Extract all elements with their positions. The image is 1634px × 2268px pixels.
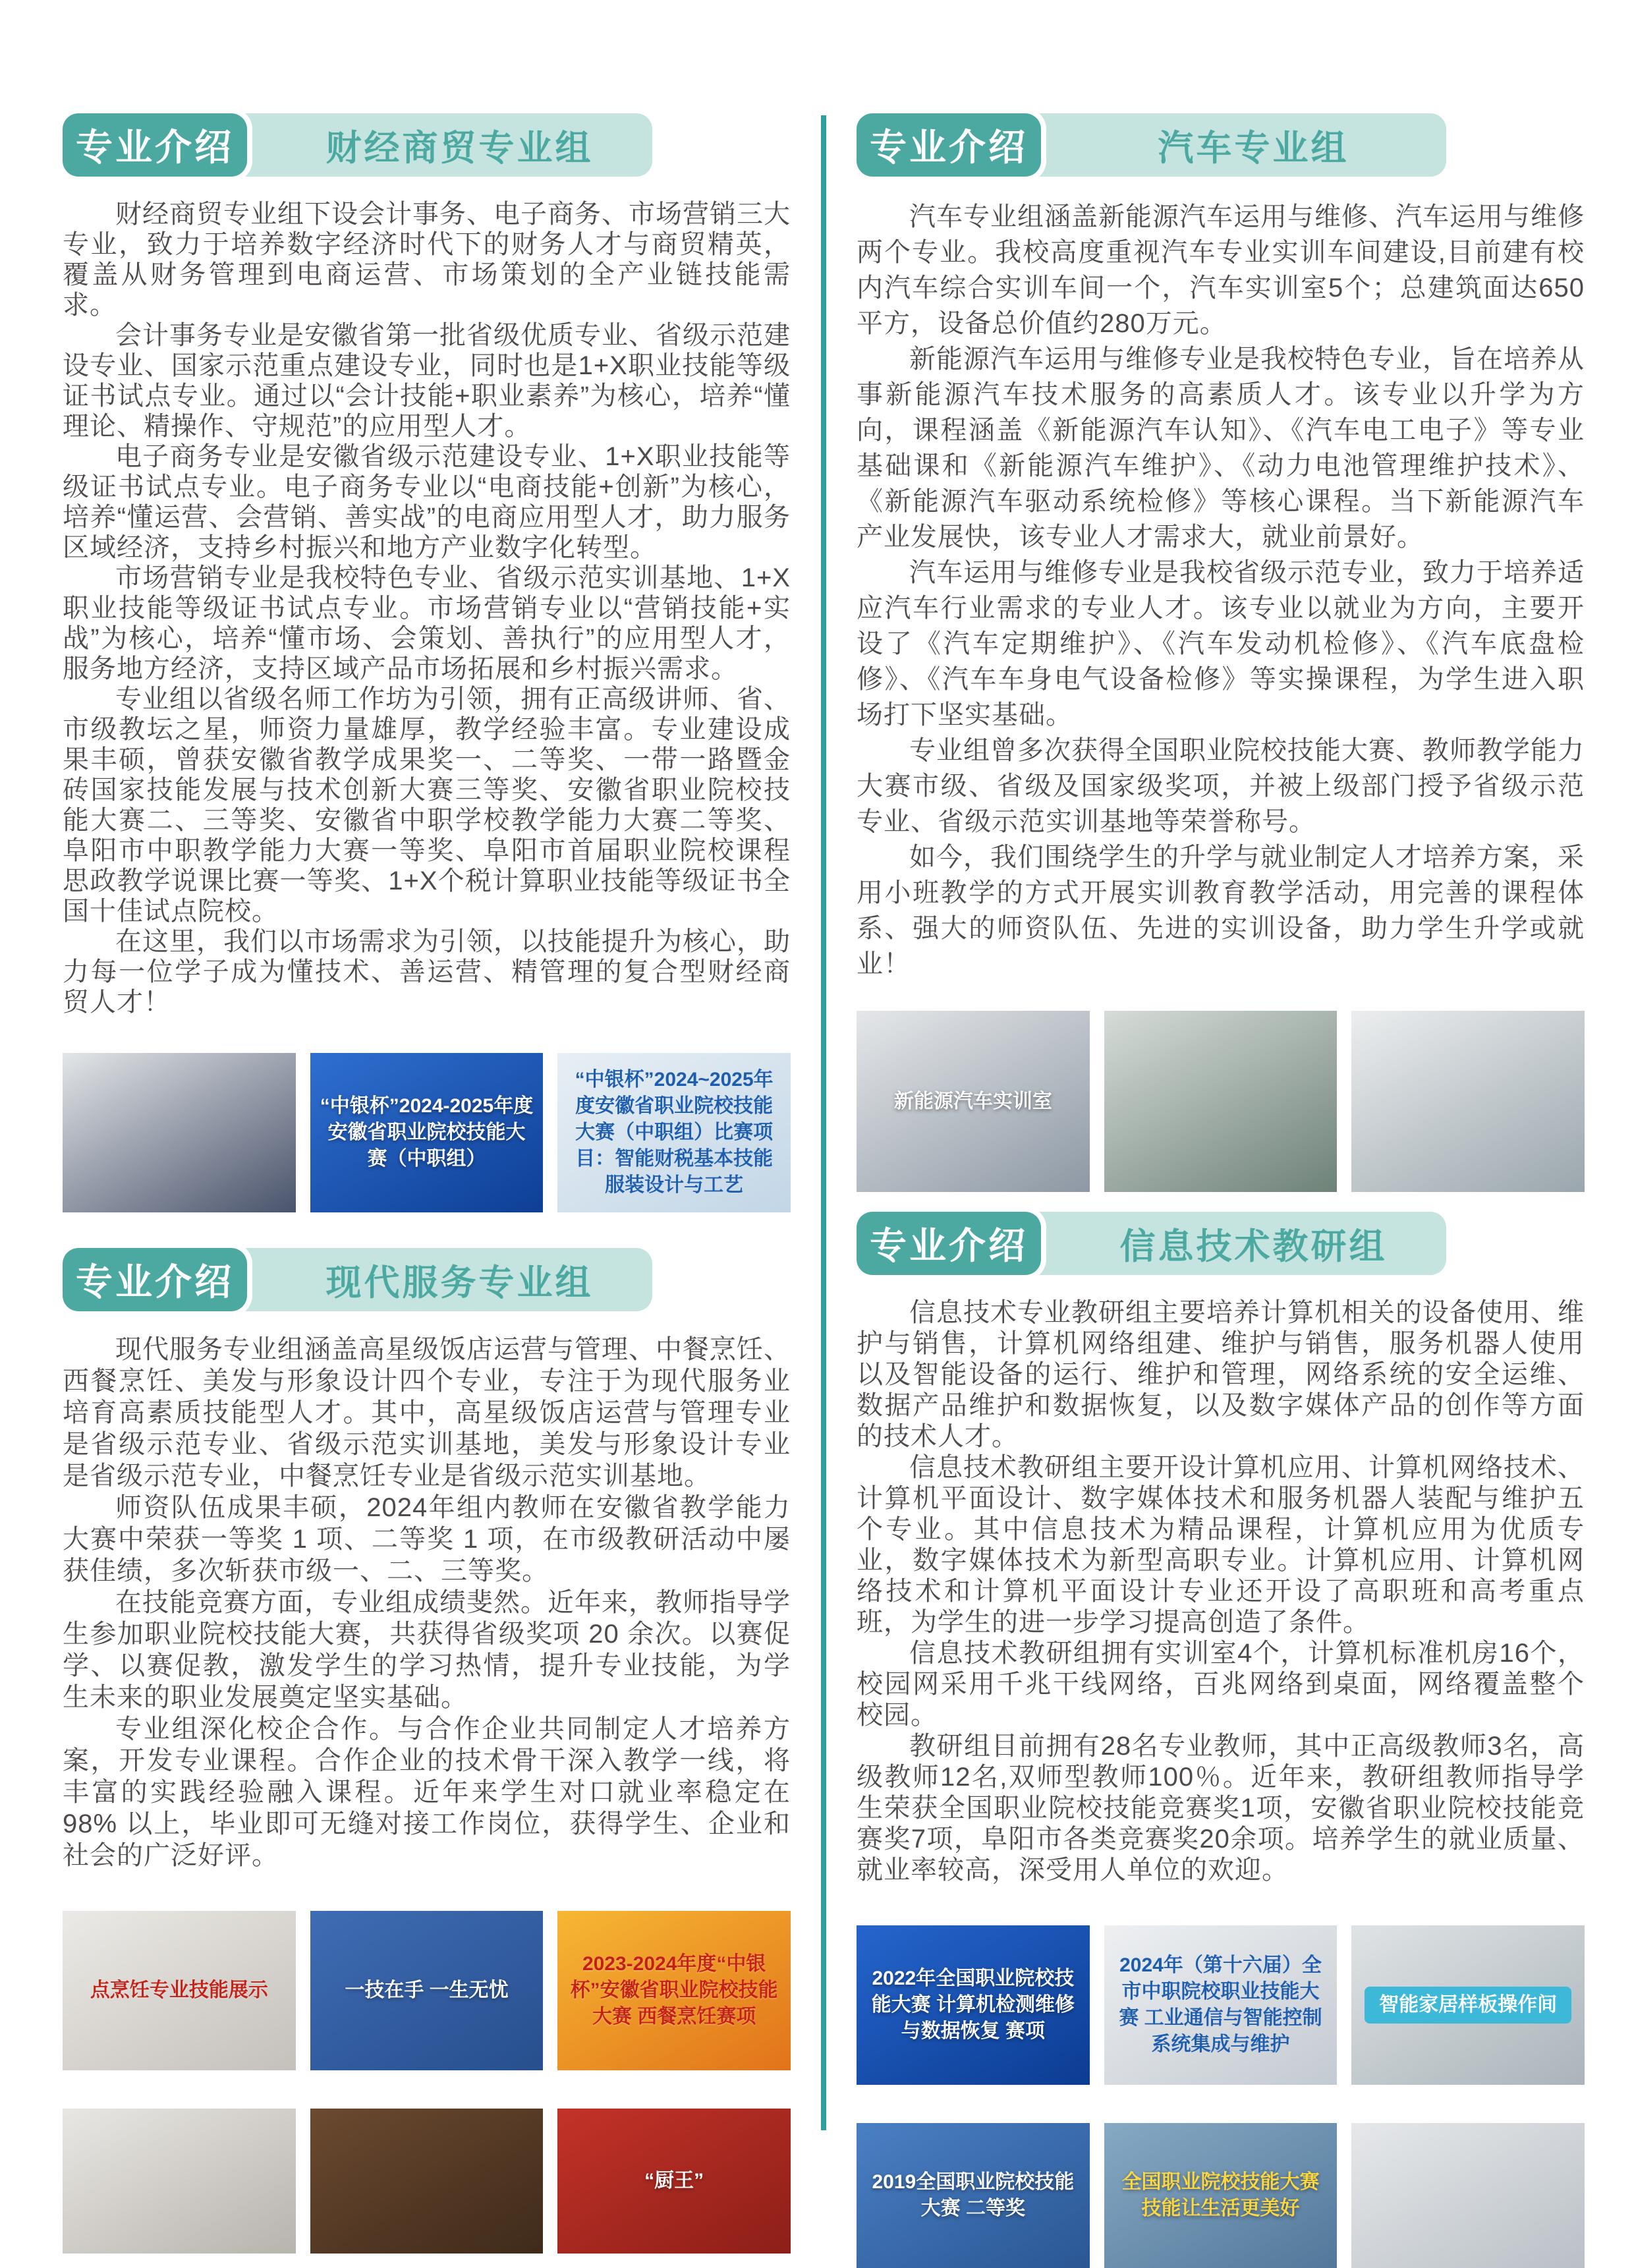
photo-row-service-2: [63, 2109, 791, 2254]
section-badge: 专业介绍: [857, 113, 1041, 177]
section-body-auto: [857, 199, 1585, 982]
photo-caption: “中银杯”2024~2025年度安徽省职业院校技能大赛（中职组）比赛项目：智能财税基本技能 服装设计与工艺: [575, 1069, 774, 1196]
paragraph: 汽车专业组涵盖新能源汽车运用与维修、汽车运用与维修两个专业。我校高度重视汽车专业实训车间建设,目前建有校内汽车综合实训车间一个，汽车实训室5个；总建筑面达650平方，设备总价值约280万元。: [857, 202, 1585, 338]
photo-caption: 全国职业院校技能大赛 技能让生活更美好: [1121, 2171, 1320, 2219]
photo-city-skills-contest: [1104, 1925, 1338, 2085]
paragraph: 汽车运用与维修专业是我校省级示范专业，致力于培养适应汽车行业需求的专业人才。该专业以就业为方向，主要开设了《汽车定期维护》、《汽车发动机检修》、《汽车底盘检修》、《汽车车身电气设备检修》等实操课程，为学生进入职场打下坚实基础。: [857, 558, 1585, 729]
paragraph: 在这里，我们以市场需求为引领，以技能提升为核心，助力每一位学子成为懂技术、善运营、精管理的复合型财经商贸人才！: [63, 927, 791, 1017]
section-header-it: [857, 1212, 1585, 1275]
paragraph: 市场营销专业是我校特色专业、省级示范实训基地、1+X职业技能等级证书试点专业。市场营销专业以“营销技能+实战”为核心，培养“懂市场、会策划、善执行”的应用型人才，服务地方经济，支持区域产品市场拓展和乡村振兴需求。: [63, 563, 791, 683]
paragraph: 信息技术专业教研组主要培养计算机相关的设备使用、维护与销售，计算机网络组建、维护与销售，服务机器人使用以及智能设备的运行、维护和管理，网络系统的安全运维、数据产品维护和数据恢复，以及数字媒体产品的创作等方面的技术人才。: [857, 1298, 1585, 1451]
paragraph: 专业组以省级名师工作坊为引领，拥有正高级讲师、省、市级教坛之星，师资力量雄厚，教学经验丰富。专业建设成果丰硕，曾获安徽省教学成果奖一、二等奖、一带一路暨金砖国家技能发展与技术创新大赛三等奖、安徽省职业院校技能大赛二、三等奖、安徽省中职学校教学能力大赛二等奖、阜阳市中职教学能力大赛一等奖、阜阳市首届职业院校课程思政教学说课比赛一等奖、1+X个税计算职业技能等级证书全国十佳试点院校。: [63, 685, 791, 926]
section-body-it: [857, 1297, 1585, 1886]
section-badge: 专业介绍: [857, 1212, 1041, 1275]
paragraph: 现代服务专业组涵盖高星级饭店运营与管理、中餐烹饪、西餐烹饪、美发与形象设计四个专业，专注于为现代服务业培育高素质技能型人才。其中，高星级饭店运营与管理专业是省级示范专业、省级示范实训基地，美发与形象设计专业是省级示范专业，中餐烹饪专业是省级示范实训基地。: [63, 1335, 791, 1490]
photo-competition-banner-light: [557, 1053, 791, 1212]
photo-caption: 智能家居样板操作间: [1365, 1987, 1571, 2024]
photo-nev-training-room: [857, 1011, 1090, 1192]
photo-car-practice: [1351, 1011, 1585, 1192]
photo-caption: 点烹饪专业技能展示: [90, 1979, 268, 2001]
paragraph: 会计事务专业是安徽省第一批省级优质专业、省级示范建设专业、国家示范重点建设专业，同时也是1+X职业技能等级证书试点专业。通过以“会计技能+职业素养”为核心，培养“懂理论、精操作、守规范”的应用型人才。: [63, 321, 791, 441]
paragraph: 新能源汽车运用与维修专业是我校特色专业，旨在培养从事新能源汽车技术服务的高素质人才。该专业以升学为方向，课程涵盖《新能源汽车认知》、《汽车电工电子》等专业基础课和《新能源汽车维护》、《动力电池管理维护技术》、《新能源汽车驱动系统检修》等核心课程。当下新能源汽车产业发展快，该专业人才需求大，就业前景好。: [857, 345, 1585, 552]
paragraph: 信息技术教研组主要开设计算机应用、计算机网络技术、计算机平面设计、数字媒体技术和服务机器人装配与维护五个专业。其中信息技术为精品课程，计算机应用为优质专业，数字媒体技术为新型高职专业。计算机应用、计算机网络技术和计算机平面设计专业还开设了高职班和高考重点班，为学生的进一步学习提高创造了条件。: [857, 1453, 1585, 1637]
right-column: [857, 113, 1585, 2268]
photo-caption: “厨王”: [644, 2170, 704, 2192]
photo-caption: 一技在手 一生无忧: [345, 1979, 509, 2001]
photo-smart-home-lab: [1351, 1925, 1585, 2085]
photo-accounting-classroom: [63, 1053, 296, 1212]
column-divider: [821, 115, 826, 2130]
section-title: 现代服务专业组: [227, 1248, 652, 1311]
photo-computer-lab: [1351, 2123, 1585, 2268]
section-body-service: [63, 1334, 791, 1871]
paragraph: 信息技术教研组拥有实训室4个，计算机标准机房16个，校园网采用千兆干线网络，百兆网络到桌面，网络覆盖整个校园。: [857, 1639, 1585, 1730]
photo-chef-demo: [63, 2109, 296, 2254]
photo-row-it-2: [857, 2123, 1585, 2268]
section-header-service: [63, 1248, 791, 1311]
paragraph: 师资队伍成果丰硕，2024年组内教师在安徽省教学能力大赛中荣获一等奖 1 项、二等奖 1 项，在市级教研活动中屡获佳绩，多次斩获市级一、二、三等奖。: [63, 1493, 791, 1585]
photo-national-skills-award: [857, 1925, 1090, 2085]
photo-caption: 2022年全国职业院校技能大赛 计算机检测维修与数据恢复 赛项: [871, 1968, 1075, 2042]
photo-western-cooking-contest: [557, 1911, 791, 2070]
paragraph: 如今，我们围绕学生的升学与就业制定人才培养方案，采用小班教学的方式开展实训教育教学活动，用完善的课程体系、强大的师资队伍、先进的实训设备，助力学生升学或就业！: [857, 843, 1585, 978]
photo-auto-workshop: [1104, 1011, 1338, 1192]
paragraph: 教研组目前拥有28名专业教师，其中正高级教师3名，高级教师12名,双师型教师100％。近年来，教研组教师指导学生荣获全国职业院校技能竞赛奖1项，安徽省职业院校技能竞赛奖7项，阜阳市各类竞赛奖20余项。培养学生的就业质量、就业率较高，深受用人单位的欢迎。: [857, 1732, 1585, 1885]
paragraph: 在技能竞赛方面，专业组成绩斐然。近年来，教师指导学生参加职业院校技能大赛，共获得省级奖项 20 余次。以赛促学、以赛促教，激发学生的学习热情，提升专业技能，为学生未来的职业发展奠定坚实基础。: [63, 1588, 791, 1712]
photo-caption: 2019全国职业院校技能大赛 二等奖: [872, 2171, 1075, 2219]
paragraph: 电子商务专业是安徽省级示范建设专业、1+X职业技能等级证书试点专业。电子商务专业以“电商技能+创新”为核心，培养“懂运营、会营销、善实战”的电商应用型人才，助力服务区域经济，支持乡村振兴和地方产业数字化转型。: [63, 442, 791, 562]
photo-caption: 2024年（第十六届）全市中职院校职业技能大赛 工业通信与智能控制系统集成与维护: [1119, 1954, 1322, 2055]
photo-award-ceremony-2019: [857, 2123, 1090, 2268]
left-column: [63, 113, 791, 2254]
photo-caption: 2023-2024年度“中银杯”安徽省职业院校技能大赛 西餐烹饪赛项: [570, 1953, 778, 2027]
section-title: 财经商贸专业组: [227, 113, 652, 177]
section-title: 汽车专业组: [1021, 113, 1446, 177]
section-badge: 专业介绍: [63, 1248, 247, 1311]
paragraph: 专业组曾多次获得全国职业院校技能大赛、教师教学能力大赛市级、省级及国家级奖项，并被上级部门授予省级示范专业、省级示范实训基地等荣誉称号。: [857, 736, 1585, 836]
photo-row-finance: [63, 1053, 791, 1212]
section-header-finance: [63, 113, 791, 177]
photo-chef-king-award: [557, 2109, 791, 2254]
photo-contest-arch: [1104, 2123, 1338, 2268]
section-header-auto: [857, 113, 1585, 177]
section-title: 信息技术教研组: [1021, 1212, 1446, 1275]
photo-row-service-1: [63, 1911, 791, 2070]
photo-row-auto: [857, 1011, 1585, 1192]
photo-cocktails: [310, 2109, 544, 2254]
photo-row-it-1: [857, 1925, 1585, 2085]
photo-caption: “中银杯”2024-2025年度安徽省职业院校技能大赛（中职组）: [320, 1095, 534, 1170]
photo-caption: 新能源汽车实训室: [893, 1090, 1052, 1112]
paragraph: 专业组深化校企合作。与合作企业共同制定人才培养方案，开发专业课程。合作企业的技术骨干深入教学一线，将丰富的实践经验融入课程。近年来学生对口就业率稳定在 98% 以上，毕业即可无缝对接工作岗位，获得学生、企业和社会的广泛好评。: [63, 1715, 791, 1870]
section-body-finance: [63, 199, 791, 1017]
photo-hairdressing-show: [310, 1911, 544, 2070]
section-badge: 专业介绍: [63, 113, 247, 177]
photo-competition-banner-blue: [310, 1053, 544, 1212]
paragraph: 财经商贸专业组下设会计事务、电子商务、市场营销三大专业，致力于培养数字经济时代下的财务人才与商贸精英，覆盖从财务管理到电商运营、市场策划的全产业链技能需求。: [63, 200, 791, 320]
photo-pastry-skill-show: [63, 1911, 296, 2070]
